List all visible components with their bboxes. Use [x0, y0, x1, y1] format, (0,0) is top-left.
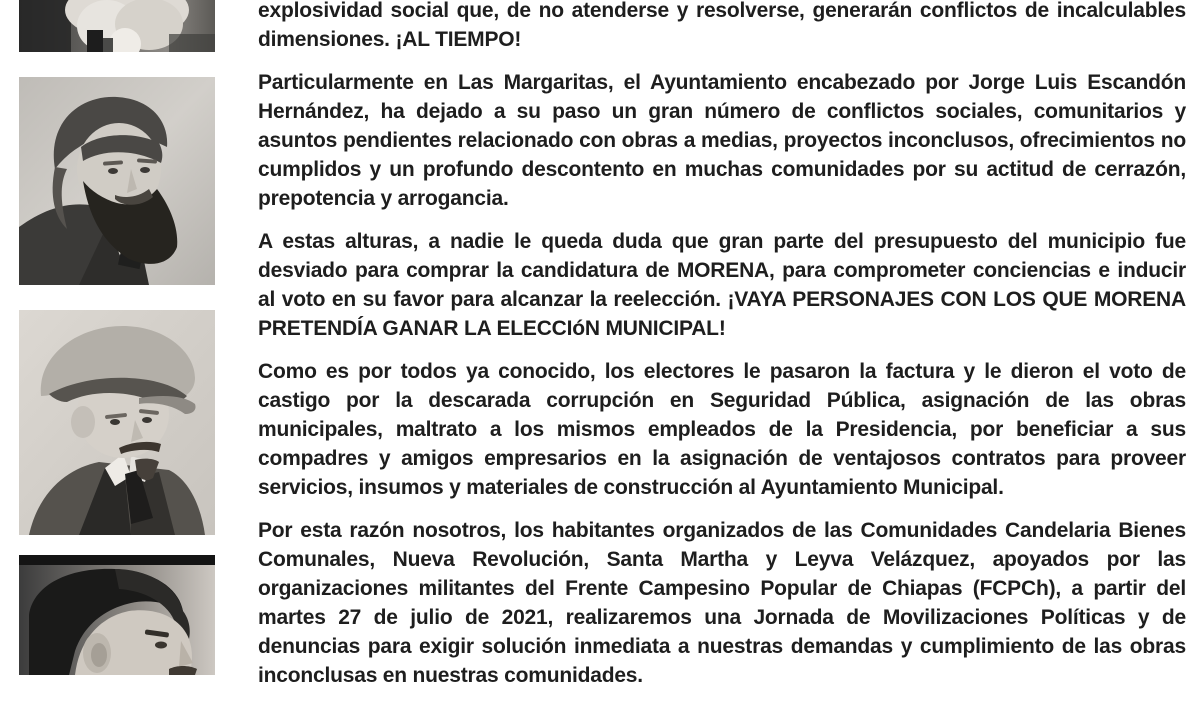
paragraph-las-margaritas: Particularmente en Las Margaritas, el Ayuntamiento encabezado por Jorge Luis Escandón Hernández, ha dejado a su paso un gran número de conflictos sociales, comunitarios y asuntos pendientes relacionado con obras a medias, proyectos inconclusos, ofrecimientos no cumplidos y un profundo descontento en muchas comunidades por su actitud de cerrazón, prepotencia y arrogancia. — [258, 71, 1186, 210]
vladimir-lenin-image — [19, 310, 215, 535]
portrait-vladimir-lenin — [19, 310, 215, 535]
karl-marx-image — [19, 0, 215, 52]
portrait-joseph-stalin — [19, 555, 215, 675]
portrait-karl-marx — [19, 0, 215, 52]
joseph-stalin-image — [19, 555, 215, 675]
portrait-friedrich-engels — [19, 77, 215, 285]
paragraph-al-tiempo: explosividad social que, de no atenderse y resolverse, generarán conflictos de incalculables dimensiones. ¡AL TIEMPO! — [258, 0, 1186, 51]
paragraph-presupuesto-morena: A estas alturas, a nadie le queda duda que gran parte del presupuesto del municipio fue desviado para comprar la candidatura de MORENA, para comprometer conciencias e inducir al voto en su favor para alcanzar la reelección. ¡VAYA PERSONAJES CON LOS QUE MORENA PRETENDÍA GANAR LA ELECCIóN MUNICIPAL! — [258, 230, 1186, 340]
paragraph-jornada-movilizaciones: Por esta razón nosotros, los habitantes organizados de las Comunidades Candelaria Bienes Comunales, Nueva Revolución, Santa Martha y Leyva Velázquez, apoyados por las organizaciones militantes del Frente Campesino Popular de Chiapas (FCPCh), a partir del martes 27 de julio de 2021, realizaremos una Jornada de Movilizaciones Políticas y de denuncias para exigir solución inmediata a nuestras demandas y cumplimiento de las obras inconclusas en nuestras comunidades. — [258, 519, 1186, 687]
flyer-text-column — [258, 0, 1186, 704]
friedrich-engels-image — [19, 77, 215, 285]
paragraph-voto-de-castigo: Como es por todos ya conocido, los electores le pasaron la factura y le dieron el voto de castigo por la descarada corrupción en Seguridad Pública, asignación de las obras municipales, maltrato a los mismos empleados de la Presidencia, por beneficiar a sus compadres y amigos empresarios en la asignación de ventajosos contratos para proveer servicios, insumos y materiales de construcción al Ayuntamiento Municipal. — [258, 360, 1186, 499]
